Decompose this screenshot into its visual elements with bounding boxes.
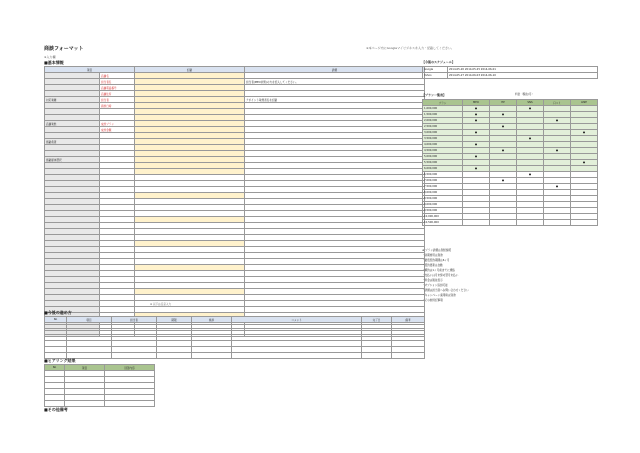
plan-name: 2,500,000 — [423, 124, 463, 130]
plan-notes — [422, 248, 597, 303]
row-group: 掲載媒体選択 — [45, 157, 100, 163]
plan-name: 4,500,000 — [423, 148, 463, 154]
row-label: 担当者名 — [100, 79, 135, 85]
plan-mark — [463, 220, 490, 226]
next-head-cell: 備考 — [392, 317, 425, 323]
schedule-value: 2014-05-27 2014-06-03 2014-06-10 — [448, 73, 598, 79]
hearing-row — [45, 401, 155, 407]
row-label: 成約プラン — [100, 121, 135, 127]
hearing-cell — [65, 401, 105, 407]
plan-name: 1,000,000 — [423, 106, 463, 112]
plan-note: ・料金は税抜表示 — [422, 279, 443, 282]
plan-note: ・支払いは月末締め翌月末払い — [422, 274, 459, 277]
plan-note: ・詳細は担当者へお問い合わせください — [422, 289, 469, 292]
row-label: 店舗住所 — [100, 91, 135, 97]
plan-mark: ● — [463, 142, 490, 148]
next-cell — [362, 353, 392, 359]
plan-name: 4,000,000 — [423, 142, 463, 148]
plan-table-title: 【プラン一覧表】 — [422, 93, 447, 97]
plan-note: ・その他特記事項 — [422, 299, 443, 302]
plan-row — [423, 220, 598, 226]
plan-name: 10,500,000 — [423, 220, 463, 226]
hearing-table — [44, 364, 155, 407]
row-label: 担当者 — [100, 97, 135, 103]
plan-head-cell: LINE — [571, 100, 598, 106]
plan-mark: ● — [544, 148, 571, 154]
schedule-key: Yahoo — [423, 73, 448, 79]
plan-name: 3,500,000 — [423, 136, 463, 142]
plan-note: ・最低契約期間は6ヶ月 — [422, 259, 450, 262]
plan-name: 7,500,000 — [423, 184, 463, 190]
next-head-cell: 項目 — [67, 317, 112, 323]
section-other-notes: ■その他備考 — [44, 407, 68, 412]
next-head-cell: 進捗 — [192, 317, 232, 323]
plan-name: 3,000,000 — [423, 130, 463, 136]
plan-note: ★ プラン詳細は別紙参照 — [422, 249, 452, 252]
plan-mark: ● — [517, 172, 544, 178]
hearing-head-cell: 回答内容 — [105, 365, 155, 371]
section-next-steps: ■今後の進め方 — [44, 310, 72, 315]
next-cell — [192, 353, 232, 359]
plan-mark: ● — [463, 106, 490, 112]
plan-mark: ● — [463, 118, 490, 124]
plan-head-cell: SNS — [517, 100, 544, 106]
plan-mark — [544, 220, 571, 226]
section-basic-info: ■基本情報 — [44, 60, 64, 65]
next-head-cell: 担当者 — [112, 317, 157, 323]
plan-head-cell: MEO — [463, 100, 490, 106]
row-detail: 担当者(MEO対策)の方を記入してください。 — [245, 79, 425, 85]
page-title: 商談フォーマット — [44, 46, 84, 52]
col-head-detail: 詳細 — [245, 67, 425, 73]
next-cell — [157, 353, 192, 359]
row-label: 成約金額 — [100, 127, 135, 133]
plan-head-cell: 口コミ — [544, 100, 571, 106]
schedule-table — [422, 66, 598, 79]
section-hearing: ■ヒアリング結果 — [44, 358, 76, 363]
plan-note: ・オプション追加可能 — [422, 284, 448, 287]
row-label: 商談日時 — [100, 103, 135, 109]
header-note: ※本ページ内にGoogleマイビジネスを入力・記載してください。 — [366, 46, 454, 50]
plan-note: ・キャンペーン適用時は別途 — [422, 294, 456, 297]
plan-name: 9,000,000 — [423, 202, 463, 208]
plan-mark: ● — [517, 136, 544, 142]
main-form-table — [44, 66, 425, 337]
plan-table-note: 料金（税抜/月） — [515, 93, 535, 96]
next-row — [45, 353, 425, 359]
plan-mark: ● — [490, 148, 517, 154]
plan-head-cell: HP — [490, 100, 517, 106]
plan-name: 5,000,000 — [423, 154, 463, 160]
schedule-title: 【今後のスケジュール】 — [422, 60, 455, 64]
schedule-value: 2014-05-20 2014-05-25 2014-06-01 — [448, 67, 598, 73]
hearing-cell — [105, 401, 155, 407]
hearing-head-cell: No — [45, 365, 65, 371]
row-label: 店舗電話番号 — [100, 85, 135, 91]
plan-note: ・契約更新は自動 — [422, 264, 443, 267]
plan-mark: ● — [463, 154, 490, 160]
plan-note: ・初期費用は別途 — [422, 254, 443, 257]
main-bottom-note: ※ 以下は任意入力 — [150, 303, 172, 306]
plan-mark — [490, 220, 517, 226]
plan-mark: ● — [490, 124, 517, 130]
plan-mark: ● — [544, 184, 571, 190]
plan-mark — [571, 220, 598, 226]
col-head-entry: 記載 — [135, 67, 245, 73]
plan-name: 10,000,000 — [423, 214, 463, 220]
row-label: 店舗名 — [100, 73, 135, 79]
next-head-cell: 期限 — [157, 317, 192, 323]
plan-mark: ● — [463, 166, 490, 172]
plan-note: ・解約は1ヶ月前までに連絡 — [422, 269, 455, 272]
row-group: 掲載希望 — [45, 139, 100, 145]
plan-mark: ● — [544, 118, 571, 124]
plan-mark: ● — [571, 130, 598, 136]
plan-head-cell: プラン — [423, 100, 463, 106]
plan-mark: ● — [463, 130, 490, 136]
plan-name: 9,500,000 — [423, 208, 463, 214]
next-head-cell: コメント — [232, 317, 362, 323]
row-group: 対応業種 — [45, 97, 100, 103]
hearing-head-cell: 項目 — [65, 365, 105, 371]
schedule-key: Google — [423, 67, 448, 73]
plan-name: 6,500,000 — [423, 172, 463, 178]
plan-mark: ● — [490, 112, 517, 118]
plan-name: 2,000,000 — [423, 118, 463, 124]
plan-mark — [517, 220, 544, 226]
plan-name: 6,000,000 — [423, 166, 463, 172]
plan-mark: ● — [463, 112, 490, 118]
plan-mark: ● — [490, 178, 517, 184]
plan-name: 8,500,000 — [423, 196, 463, 202]
plan-mark: ● — [571, 160, 598, 166]
next-cell — [112, 353, 157, 359]
row-detail: アポイント取得者名を記載 — [245, 97, 425, 103]
plan-mark: ● — [517, 106, 544, 112]
next-head-cell: No — [45, 317, 67, 323]
hearing-cell — [45, 401, 65, 407]
input-note: ※入力欄 — [44, 55, 56, 59]
row-group: 店舗業態 — [45, 121, 100, 127]
next-cell — [232, 353, 362, 359]
col-head-item: 項目 — [45, 67, 135, 73]
plan-name: 1,500,000 — [423, 112, 463, 118]
next-steps-table — [44, 316, 425, 359]
next-cell — [392, 353, 425, 359]
next-head-cell: 完了日 — [362, 317, 392, 323]
plan-name: 5,500,000 — [423, 160, 463, 166]
plan-table — [422, 99, 598, 226]
plan-name: 8,000,000 — [423, 190, 463, 196]
plan-name: 7,000,000 — [423, 178, 463, 184]
